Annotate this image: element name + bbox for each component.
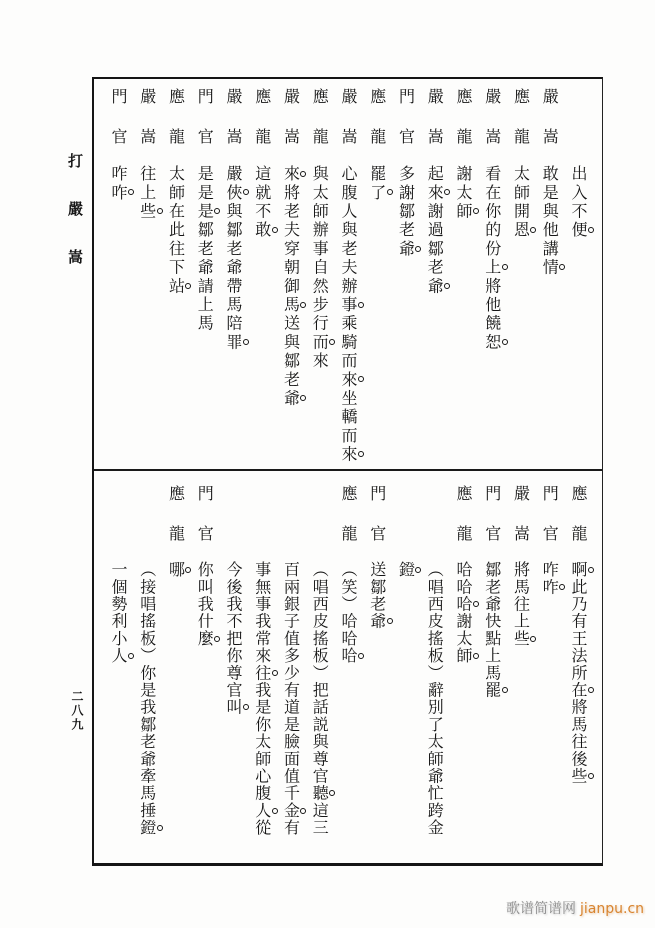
dialogue-text: （笑）哈哈哈 — [338, 561, 358, 665]
dialogue-text: 是是是鄒老爺請上馬 — [195, 165, 215, 334]
dialogue-text: 起來謝過鄒老爺 — [425, 165, 445, 296]
speaker-name: 嚴嵩 — [482, 88, 502, 168]
dialogue-column — [190, 77, 219, 469]
speaker-name: 門官 — [396, 88, 416, 168]
dialogue-text: 送鄒老爺 — [367, 561, 387, 630]
dialogue-text: （接唱搖板）你是我鄒老爺牽馬捶鐙 — [137, 561, 157, 837]
dialogue-text: 罷了 — [367, 165, 387, 203]
speaker-name: 門官 — [108, 88, 128, 168]
dialogue-text: 一個勢利小人 — [108, 561, 128, 665]
dialogue-text: 今後我不把你尊官叫 — [223, 561, 243, 716]
speaker-name: 應龍 — [166, 485, 186, 565]
speaker-name: 嚴嵩 — [137, 88, 157, 168]
dialogue-column — [362, 470, 391, 862]
speaker-name: 應龍 — [568, 485, 588, 565]
dialogue-text: 出入不便 — [568, 165, 588, 240]
dialogue-column — [219, 77, 248, 469]
dialogue-text: 多謝鄒老爺 — [396, 165, 416, 259]
dialogue-text: 咋咋 — [540, 561, 560, 596]
bottom-section — [104, 470, 593, 862]
dialogue-column — [161, 470, 190, 862]
dialogue-column — [449, 470, 478, 862]
dialogue-text: （唱西皮搖板）辭別了太師爺忙跨金 — [425, 561, 445, 837]
dialogue-column — [334, 77, 363, 469]
dialogue-text: 哈哈哈謝太師 — [453, 561, 473, 665]
dialogue-column — [276, 77, 305, 469]
dialogue-text: 你叫我什麼 — [195, 561, 215, 648]
dialogue-column — [506, 470, 535, 862]
dialogue-text: 鐙 — [396, 561, 416, 579]
speaker-name: 嚴嵩 — [511, 485, 531, 565]
speaker-name: 嚴嵩 — [540, 88, 560, 168]
dialogue-column — [161, 77, 190, 469]
speaker-name: 門官 — [482, 485, 502, 565]
dialogue-text: 這就不敢 — [252, 165, 272, 240]
dialogue-column — [391, 470, 420, 862]
dialogue-column — [535, 470, 564, 862]
dialogue-text: 太師在此往下站 — [166, 165, 186, 296]
dialogue-column — [391, 77, 420, 469]
dialogue-column — [132, 470, 161, 862]
speaker-name: 嚴嵩 — [223, 88, 243, 168]
dialogue-text: 啊此乃有王法所在將馬往後些 — [568, 561, 588, 785]
dialogue-column — [420, 77, 449, 469]
speaker-name: 門官 — [195, 88, 215, 168]
dialogue-column — [104, 77, 133, 469]
dialogue-text: 事無事我常來往我是你太師心腹人從 — [252, 561, 272, 837]
page-number: 二八九 — [70, 690, 84, 732]
speaker-name: 嚴嵩 — [281, 88, 301, 168]
dialogue-text: 咋咋 — [108, 165, 128, 203]
dialogue-column — [362, 77, 391, 469]
dialogue-text: 百兩銀子值多少有道是臉面值千金有 — [281, 561, 301, 837]
speaker-name: 門官 — [367, 485, 387, 565]
dialogue-text: 與太師辦事自然步行而來 — [310, 165, 330, 371]
dialogue-column — [276, 470, 305, 862]
dialogue-column — [132, 77, 161, 469]
dialogue-column — [449, 77, 478, 469]
dialogue-column — [420, 470, 449, 862]
dialogue-column — [219, 470, 248, 862]
dialogue-column — [564, 77, 593, 469]
dialogue-column — [506, 77, 535, 469]
dialogue-column — [334, 470, 363, 862]
speaker-name: 應龍 — [453, 88, 473, 168]
dialogue-column — [247, 470, 276, 862]
dialogue-text: 謝太師 — [453, 165, 473, 222]
speaker-name: 應龍 — [367, 88, 387, 168]
dialogue-text: 看在你的份上將他饒恕 — [482, 165, 502, 353]
dialogue-text: 敢是與他講情 — [540, 165, 560, 278]
speaker-name: 門官 — [540, 485, 560, 565]
dialogue-column — [535, 77, 564, 469]
speaker-name: 應龍 — [252, 88, 272, 168]
speaker-name: 門官 — [195, 485, 215, 565]
speaker-name: 嚴嵩 — [338, 88, 358, 168]
speaker-name: 應龍 — [453, 485, 473, 565]
dialogue-column — [104, 470, 133, 862]
speaker-name: 嚴嵩 — [425, 88, 445, 168]
speaker-name: 應龍 — [166, 88, 186, 168]
margin-title: 打嚴嵩 — [66, 153, 84, 297]
dialogue-text: 來將老夫穿朝御馬送與鄒老爺 — [281, 165, 301, 409]
dialogue-text: 嚴俠與鄒老爺帶馬陪罪 — [223, 165, 243, 353]
dialogue-column — [190, 470, 219, 862]
dialogue-text: 太師開恩 — [511, 165, 531, 240]
dialogue-text: 心腹人與老夫辦事乘騎而來坐轎而來 — [338, 165, 358, 465]
top-section — [104, 77, 593, 469]
dialogue-column — [477, 77, 506, 469]
dialogue-text: （唱西皮搖板）把話説與尊官聽這三 — [310, 561, 330, 837]
watermark — [506, 901, 644, 917]
dialogue-column — [305, 77, 334, 469]
dialogue-text: 將馬往上些 — [511, 561, 531, 648]
dialogue-text: 哪 — [166, 561, 186, 579]
watermark-domain: jianpu.cn — [580, 901, 645, 917]
dialogue-column — [477, 470, 506, 862]
watermark-site-name: 歌谱简谱网 — [506, 901, 576, 917]
speaker-name: 應龍 — [338, 485, 358, 565]
dialogue-text: 往上些 — [137, 165, 157, 222]
speaker-name: 應龍 — [511, 88, 531, 168]
dialogue-column — [564, 470, 593, 862]
speaker-name: 應龍 — [310, 88, 330, 168]
dialogue-column — [247, 77, 276, 469]
dialogue-column — [305, 470, 334, 862]
dialogue-text: 鄒老爺快點上馬罷 — [482, 561, 502, 699]
